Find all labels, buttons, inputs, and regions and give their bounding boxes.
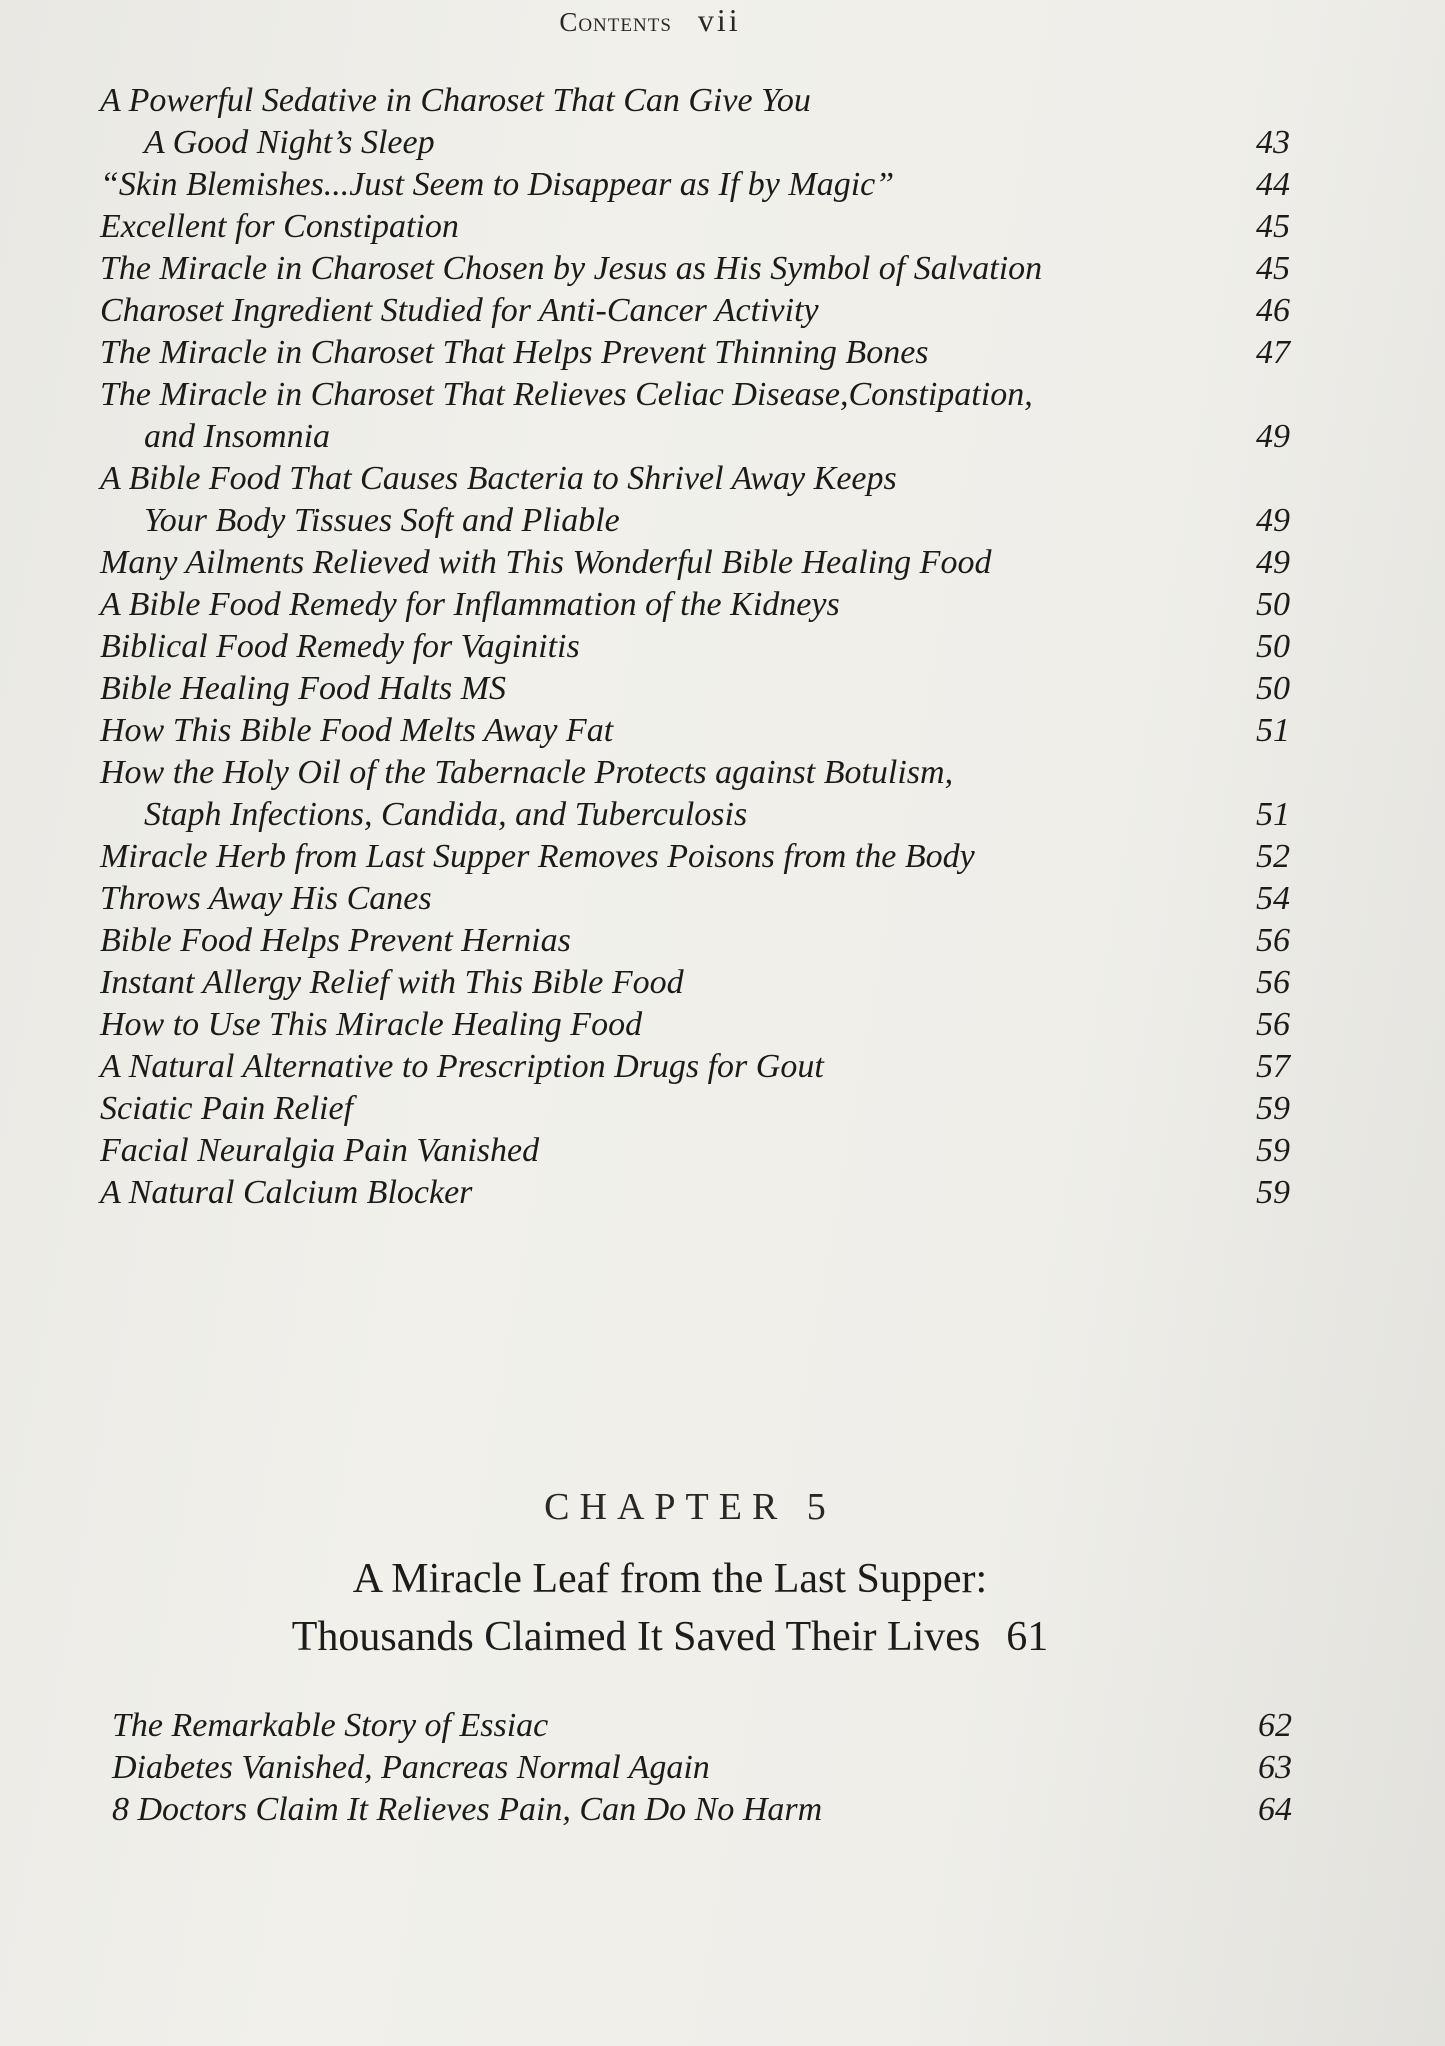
toc-entry-page: 50: [1256, 628, 1290, 665]
chapter-label: CHAPTER 5: [544, 1486, 836, 1528]
toc-entry-page: 49: [1256, 418, 1290, 455]
toc-entry-page: 44: [1256, 166, 1290, 203]
toc-entry: [100, 836, 1290, 878]
toc-entry: [100, 458, 1290, 542]
toc-entry: [100, 752, 1290, 836]
toc-entry-title: How This Bible Food Melts Away Fat: [100, 712, 614, 749]
chapter-title-page: 61: [1006, 1614, 1049, 1660]
toc-entry-title: Many Ailments Relieved with This Wonderful Bible Healing Food: [100, 544, 992, 581]
toc-entry-page: 59: [1256, 1132, 1290, 1169]
toc-entry-page: 62: [1258, 1707, 1292, 1744]
toc-entry-page: 46: [1256, 292, 1290, 329]
toc-entry-title: The Miracle in Charoset Chosen by Jesus as His Symbol of Salvation: [100, 250, 1043, 287]
toc-entry: [100, 962, 1290, 1004]
toc-entry-title: The Remarkable Story of Essiac: [112, 1707, 549, 1744]
toc-entry-page: 59: [1256, 1090, 1290, 1127]
toc-entry: [100, 1172, 1290, 1214]
toc-entry-page: 57: [1256, 1048, 1290, 1085]
toc-entry-title: A Natural Alternative to Prescription Drugs for Gout: [100, 1048, 824, 1085]
toc-entry-page: 54: [1256, 880, 1290, 917]
toc-entry-title-continued: and Insomnia: [144, 418, 331, 455]
toc-entry: [100, 248, 1290, 290]
toc-entry-title: Excellent for Constipation: [100, 208, 459, 245]
toc-entry: [100, 164, 1290, 206]
toc-entry-title-continued: Staph Infections, Candida, and Tuberculosis: [144, 796, 748, 833]
toc-entry-title: Bible Food Helps Prevent Hernias: [100, 922, 571, 959]
toc-entry: [100, 542, 1290, 584]
toc-entry-title: “Skin Blemishes...Just Seem to Disappear as If by Magic”: [100, 166, 895, 203]
toc-entry: [100, 626, 1290, 668]
toc-entry: [100, 332, 1290, 374]
toc-entry: [100, 878, 1290, 920]
toc-entry: [100, 584, 1290, 626]
toc-entry-title: Bible Healing Food Halts MS: [100, 670, 507, 707]
toc-entry-page: 56: [1256, 1006, 1290, 1043]
header-section: Contents: [559, 7, 672, 37]
toc-entry: [112, 1705, 1292, 1747]
toc-entry-title: The Miracle in Charoset That Helps Prevent Thinning Bones: [100, 334, 929, 371]
toc-entry: [100, 668, 1290, 710]
toc-entry: [112, 1789, 1292, 1831]
toc-entry-title: The Miracle in Charoset That Relieves Celiac Disease,Constipation,: [100, 376, 1033, 413]
toc-entry-title: Charoset Ingredient Studied for Anti-Cancer Activity: [100, 292, 819, 329]
toc-entry: [112, 1747, 1292, 1789]
toc-entry-page: 47: [1256, 334, 1290, 371]
toc-list: [100, 80, 1290, 1214]
toc-entry: [100, 1088, 1290, 1130]
toc-entry-page: 59: [1256, 1174, 1290, 1211]
toc-entry-page: 50: [1256, 586, 1290, 623]
toc-entry-page: 43: [1256, 124, 1290, 161]
chapter-title: [0, 1550, 1340, 1666]
toc-entry-title: How the Holy Oil of the Tabernacle Protects against Botulism,: [100, 754, 954, 791]
toc-entry-page: 56: [1256, 964, 1290, 1001]
toc-entry-title-continued: Your Body Tissues Soft and Pliable: [144, 502, 620, 539]
toc-entry-title: 8 Doctors Claim It Relieves Pain, Can Do No Harm: [112, 1791, 823, 1828]
toc-entry-page: 63: [1258, 1749, 1292, 1786]
toc-entry-page: 51: [1256, 796, 1290, 833]
toc-entry-page: 51: [1256, 712, 1290, 749]
chapter-title-line2: Thousands Claimed It Saved Their Lives: [291, 1614, 981, 1660]
toc-entry-title-continued: A Good Night’s Sleep: [144, 124, 435, 161]
toc-entry-page: 49: [1256, 544, 1290, 581]
toc-entry-title: Biblical Food Remedy for Vaginitis: [100, 628, 580, 665]
header-page-number: vii: [697, 2, 741, 38]
running-header: [0, 2, 1300, 39]
toc-entry-title: Instant Allergy Relief with This Bible Food: [100, 964, 684, 1001]
toc-entry: [100, 1130, 1290, 1172]
toc-entry-title: A Powerful Sedative in Charoset That Can Give You: [100, 82, 811, 119]
toc-entry: [100, 80, 1290, 164]
toc-entry: [100, 290, 1290, 332]
toc-entry-title: Facial Neuralgia Pain Vanished: [100, 1132, 540, 1169]
toc-entry: [100, 206, 1290, 248]
toc-entry-title: Diabetes Vanished, Pancreas Normal Again: [112, 1749, 710, 1786]
toc-entry-page: 52: [1256, 838, 1290, 875]
toc-entry: [100, 920, 1290, 962]
toc-entry-title: Throws Away His Canes: [100, 880, 432, 917]
toc-entry-page: 50: [1256, 670, 1290, 707]
toc-entry: [100, 374, 1290, 458]
toc-entry-page: 49: [1256, 502, 1290, 539]
toc-list-chapter5: [112, 1705, 1292, 1831]
toc-entry: [100, 1004, 1290, 1046]
toc-entry-title: How to Use This Miracle Healing Food: [100, 1006, 643, 1043]
toc-entry: [100, 1046, 1290, 1088]
toc-entry: [100, 710, 1290, 752]
toc-entry-page: 45: [1256, 250, 1290, 287]
toc-entry-title: A Bible Food Remedy for Inflammation of the Kidneys: [100, 586, 840, 623]
toc-entry-title: A Bible Food That Causes Bacteria to Shrivel Away Keeps: [100, 460, 897, 497]
toc-entry-page: 56: [1256, 922, 1290, 959]
toc-entry-title: Sciatic Pain Relief: [100, 1090, 354, 1127]
toc-entry-title: Miracle Herb from Last Supper Removes Poisons from the Body: [100, 838, 975, 875]
toc-entry-title: A Natural Calcium Blocker: [100, 1174, 473, 1211]
toc-entry-page: 64: [1258, 1791, 1292, 1828]
chapter-title-line1: A Miracle Leaf from the Last Supper:: [352, 1556, 988, 1602]
toc-entry-page: 45: [1256, 208, 1290, 245]
